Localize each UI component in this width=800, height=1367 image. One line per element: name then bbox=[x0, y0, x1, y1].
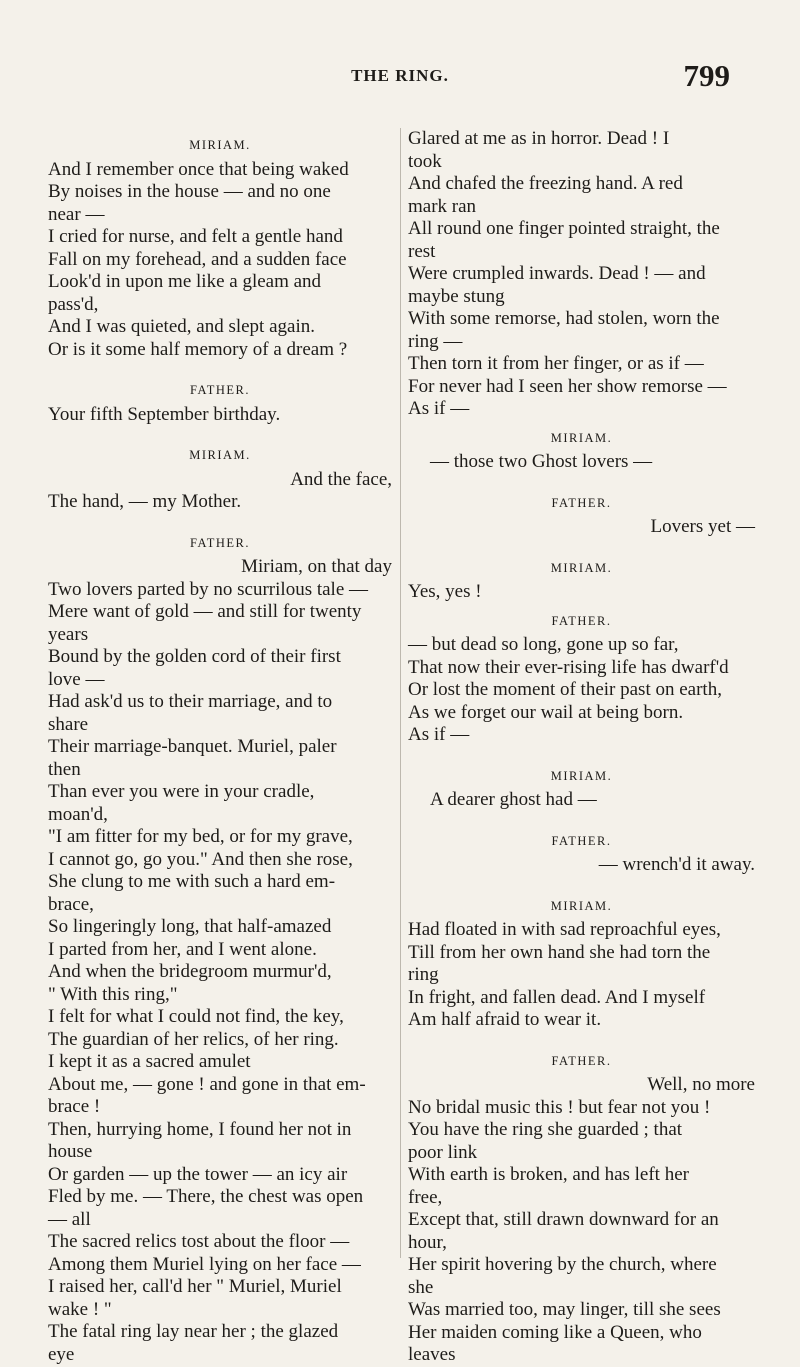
verse-line: Then, hurrying home, I found her not in bbox=[48, 1118, 352, 1140]
verse-line: I cannot go, go you." And then she rose, bbox=[48, 848, 353, 870]
verse-line: The fatal ring lay near her ; the glazed bbox=[48, 1321, 339, 1342]
verse-line: wake ! " bbox=[48, 1298, 112, 1320]
verse-line: free, bbox=[408, 1186, 443, 1208]
speaker-label: MIRIAM. bbox=[550, 560, 613, 575]
verse-line: So lingeringly long, that half-amazed bbox=[48, 916, 332, 937]
verse-block bbox=[408, 919, 755, 1032]
verse-block bbox=[48, 579, 392, 1367]
verse-line: brace, bbox=[48, 893, 94, 915]
verse-line: Yes, yes ! bbox=[408, 581, 482, 602]
verse-line: ring bbox=[408, 964, 439, 985]
verse-line: house bbox=[48, 1141, 93, 1162]
verse-line: The guardian of her relics, of her ring. bbox=[48, 1028, 339, 1050]
verse-line: — wrench'd it away. bbox=[598, 854, 755, 875]
verse-line: Well, no more bbox=[647, 1074, 755, 1095]
verse-line: then bbox=[48, 758, 81, 780]
verse-line: As we forget our wail at being born. bbox=[408, 701, 684, 723]
verse-line: hour, bbox=[408, 1231, 447, 1253]
verse-line: mark ran bbox=[408, 195, 477, 217]
verse-line: Lovers yet — bbox=[650, 516, 755, 537]
verse-block bbox=[408, 128, 755, 421]
verse-block bbox=[408, 1097, 755, 1367]
verse-line: "I am fitter for my bed, or for my grave, bbox=[48, 826, 353, 847]
right-column bbox=[408, 128, 755, 1367]
verse-line: Bound by the golden cord of their first bbox=[48, 646, 341, 667]
verse-line: love — bbox=[48, 668, 105, 690]
speaker-label: FATHER. bbox=[551, 833, 612, 848]
verse-line: Or is it some half memory of a dream ? bbox=[48, 338, 348, 360]
speaker-label: MIRIAM. bbox=[189, 448, 251, 462]
verse-line: Was married too, may linger, till she sees bbox=[408, 1299, 721, 1320]
verse-line: Miriam, on that day bbox=[241, 556, 392, 577]
verse-line: moan'd, bbox=[48, 803, 108, 825]
verse-line: Two lovers parted by no scurrilous tale — bbox=[48, 578, 369, 600]
verse-line: That now their ever-rising life has dwarf'd bbox=[408, 656, 729, 678]
verse-line: maybe stung bbox=[408, 285, 505, 307]
verse-line: As if — bbox=[408, 398, 470, 419]
column-divider bbox=[400, 128, 401, 1258]
verse-line: took bbox=[408, 150, 442, 172]
verse-line: For never had I seen her show remorse — bbox=[408, 375, 727, 397]
verse-line: Her spirit hovering by the church, where bbox=[408, 1254, 717, 1275]
verse-line: Or lost the moment of their past on earth, bbox=[408, 679, 722, 700]
verse-line: Except that, still drawn downward for an bbox=[408, 1209, 719, 1230]
speaker-label: MIRIAM. bbox=[550, 898, 613, 913]
verse-line: No bridal music this ! but fear not you ! bbox=[408, 1096, 711, 1118]
speaker-label: FATHER. bbox=[190, 383, 250, 397]
verse-line: Had floated in with sad reproachful eyes, bbox=[408, 919, 721, 940]
verse-line: leaves bbox=[408, 1344, 456, 1365]
verse-line: Your fifth September birthday. bbox=[48, 403, 281, 425]
verse-block bbox=[408, 634, 755, 747]
speaker-label: FATHER. bbox=[551, 1053, 612, 1068]
verse-line: Or garden — up the tower — an icy air bbox=[48, 1163, 348, 1185]
verse-line: Glared at me as in horror. Dead ! I bbox=[408, 128, 670, 149]
verse-line: brace ! bbox=[48, 1096, 101, 1117]
verse-line: About me, — gone ! and gone in that em- bbox=[48, 1073, 366, 1095]
verse-line: Had ask'd us to their marriage, and to bbox=[48, 691, 333, 712]
verse-block bbox=[48, 404, 392, 427]
verse-line: With some remorse, had stolen, worn the bbox=[408, 308, 720, 329]
verse-line: In fright, and fallen dead. And I myself bbox=[408, 986, 706, 1008]
verse-line: And when the bridegroom murmur'd, bbox=[48, 961, 332, 982]
verse-block bbox=[48, 159, 392, 362]
verse-line: years bbox=[48, 623, 89, 645]
verse-line: And the face, bbox=[290, 468, 392, 490]
verse-line: As if — bbox=[408, 724, 470, 745]
verse-line: eye bbox=[48, 1343, 75, 1365]
verse-line: — but dead so long, gone up so far, bbox=[408, 634, 679, 655]
verse-line: With earth is broken, and has left her bbox=[408, 1164, 689, 1185]
verse-line: By noises in the house — and no one bbox=[48, 181, 331, 202]
verse-line: Were crumpled inwards. Dead ! — and bbox=[408, 263, 706, 284]
verse-line: I cried for nurse, and felt a gentle hand bbox=[48, 226, 343, 247]
verse-line: pass'd, bbox=[48, 293, 99, 315]
left-column bbox=[48, 128, 392, 1366]
verse-line: And I remember once that being waked bbox=[48, 158, 349, 180]
verse-line: share bbox=[48, 713, 89, 735]
verse-line: Till from her own hand she had torn the bbox=[408, 941, 711, 963]
verse-line: Among them Muriel lying on her face — bbox=[48, 1253, 361, 1275]
speaker-label: MIRIAM. bbox=[189, 138, 251, 152]
speaker-label: FATHER. bbox=[551, 613, 612, 628]
verse-line: The sacred relics tost about the floor — bbox=[48, 1231, 350, 1252]
verse-line: Mere want of gold — and still for twenty bbox=[48, 601, 362, 622]
verse-line: rest bbox=[408, 240, 436, 262]
verse-line: Than ever you were in your cradle, bbox=[48, 781, 315, 802]
speaker-label: MIRIAM. bbox=[550, 768, 613, 783]
verse-line: ring — bbox=[408, 330, 463, 352]
verse-line: " With this ring," bbox=[48, 983, 178, 1005]
verse-line: And chafed the freezing hand. A red bbox=[408, 173, 683, 194]
verse-line: near — bbox=[48, 203, 105, 225]
running-head: THE RING. bbox=[351, 66, 449, 85]
verse-line: The hand, — my Mother. bbox=[48, 491, 242, 512]
verse-line: — all bbox=[48, 1208, 91, 1230]
verse-line: poor link bbox=[408, 1141, 478, 1163]
verse-line: I felt for what I could not find, the key, bbox=[48, 1006, 344, 1027]
verse-line: She clung to me with such a hard em- bbox=[48, 871, 336, 892]
verse-line: she bbox=[408, 1276, 434, 1298]
verse-line: And I was quieted, and slept again. bbox=[48, 316, 315, 337]
verse-line: I raised her, call'd her " Muriel, Muriel bbox=[48, 1276, 342, 1297]
verse-line: Then torn it from her finger, or as if — bbox=[408, 353, 704, 374]
verse-line: Fled by me. — There, the chest was open bbox=[48, 1186, 364, 1207]
verse-line: Am half afraid to wear it. bbox=[408, 1009, 602, 1030]
verse-line: — those two Ghost lovers — bbox=[430, 451, 653, 472]
verse-line: Their marriage-banquet. Muriel, paler bbox=[48, 736, 337, 757]
verse-line: You have the ring she guarded ; that bbox=[408, 1119, 683, 1140]
verse-line: Her maiden coming like a Queen, who bbox=[408, 1321, 702, 1343]
page-number: 799 bbox=[683, 58, 730, 93]
speaker-label: FATHER. bbox=[551, 495, 612, 510]
speaker-label: FATHER. bbox=[190, 535, 250, 550]
verse-line: I kept it as a sacred amulet bbox=[48, 1051, 251, 1072]
verse-line: Fall on my forehead, and a sudden face bbox=[48, 248, 347, 270]
verse-line: A dearer ghost had — bbox=[430, 789, 597, 810]
verse-line: All round one finger pointed straight, the bbox=[408, 218, 720, 239]
verse-line: I parted from her, and I went alone. bbox=[48, 938, 317, 960]
verse-line: Look'd in upon me like a gleam and bbox=[48, 271, 322, 292]
speaker-label: MIRIAM. bbox=[550, 430, 613, 445]
